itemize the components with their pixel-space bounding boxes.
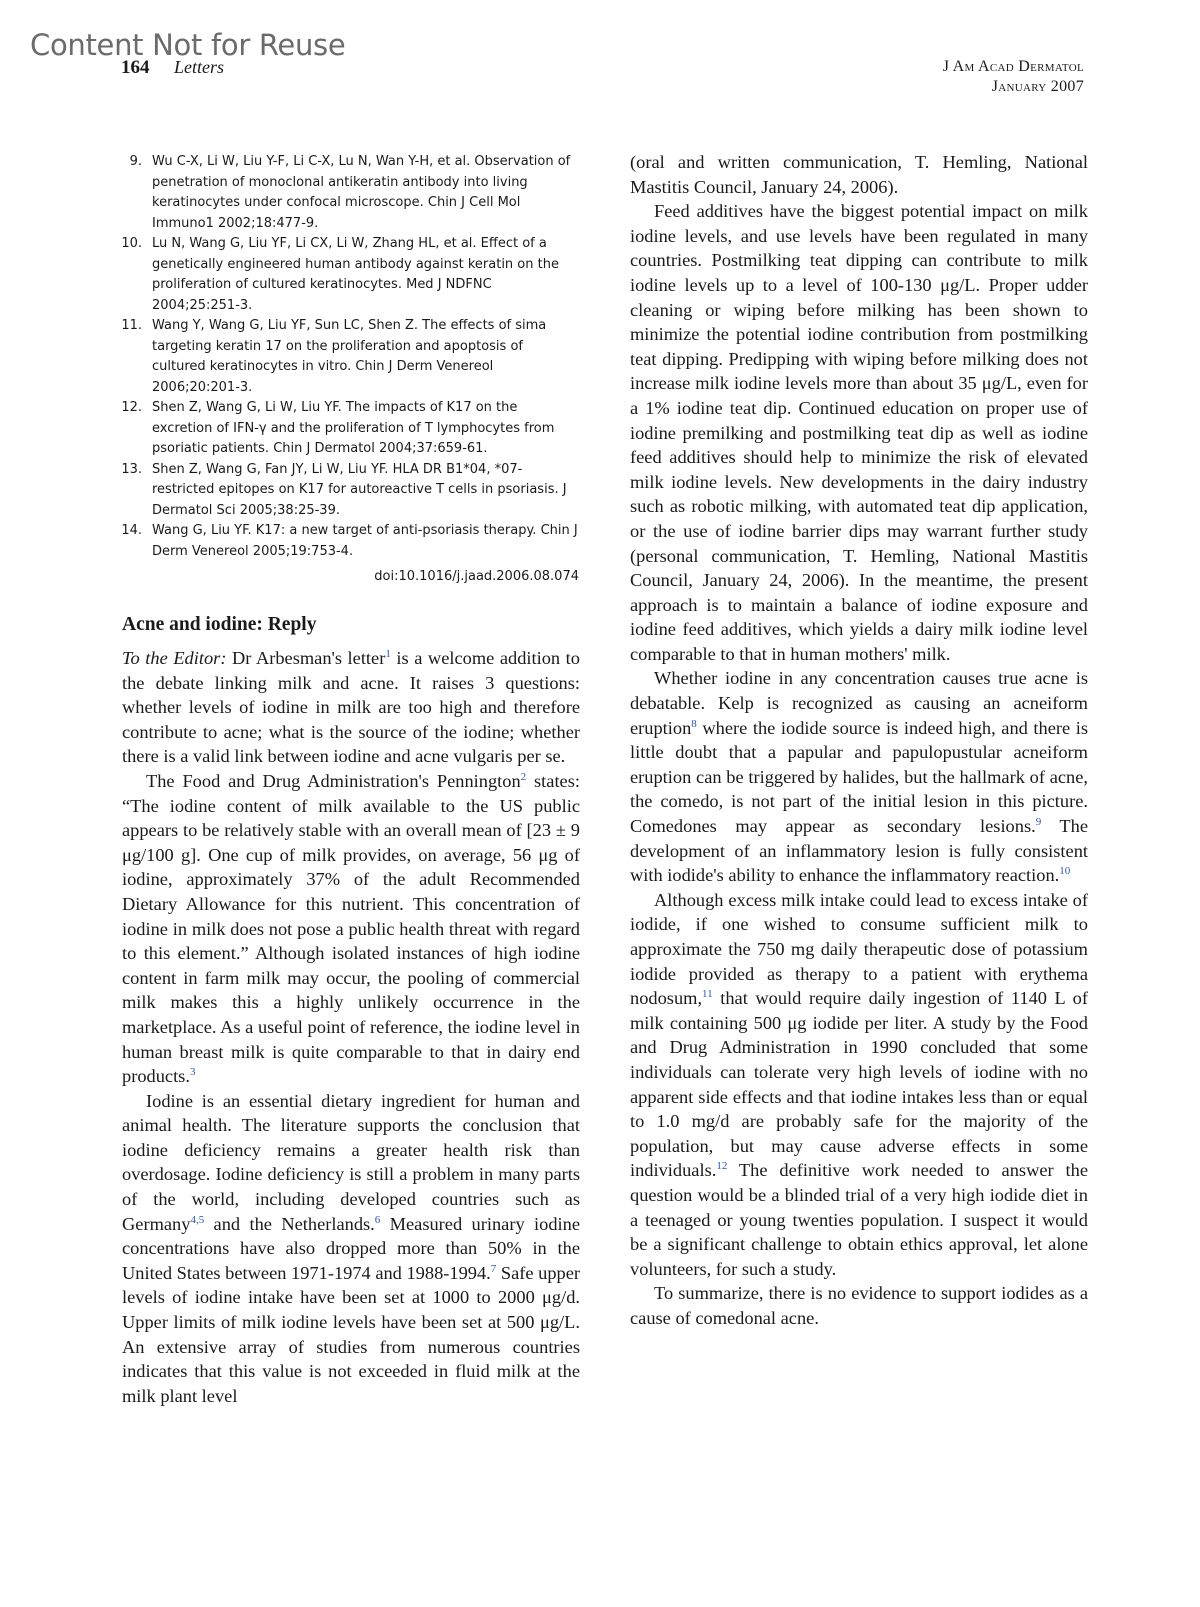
citation-link[interactable]: 6 xyxy=(374,1213,381,1226)
watermark: Content Not for Reuse xyxy=(30,28,346,62)
reference-number: 12. xyxy=(121,400,142,415)
reference-item xyxy=(121,398,579,460)
reference-text: Wang G, Liu YF. K17: a new target of anti-psoriasis therapy. Chin J Derm Venereol 2005;19:753-4. xyxy=(152,523,578,559)
body-paragraph xyxy=(122,1089,580,1409)
reference-number: 9. xyxy=(129,154,142,169)
reference-item xyxy=(121,460,579,522)
paragraph-text: Although excess milk intake could lead to excess intake of iodide, if one wished to consume sufficient milk to approximate the 750 mg daily therapeutic dose of potassium iodide provided as therapy to a patient with erythema nodosum, xyxy=(630,889,1088,1009)
citation-link[interactable]: 7 xyxy=(490,1262,497,1275)
citation-link[interactable]: 9 xyxy=(1035,816,1042,829)
paragraph-text: Measured urinary iodine concentrations have also dropped more than 50% in the United States between 1971-1974 and 1988-1994. xyxy=(122,1213,580,1283)
reference-number: 14. xyxy=(121,523,142,538)
paragraph-text: Whether iodine in any concentration causes true acne is debatable. Kelp is recognized as causing an acneiform eruption xyxy=(630,668,1088,738)
body-paragraph xyxy=(630,150,1088,199)
body-paragraph xyxy=(630,1281,1088,1330)
body-paragraph xyxy=(630,888,1088,1282)
reference-text: Shen Z, Wang G, Fan JY, Li W, Liu YF. HLA DR B1*04, *07-restricted epitopes on K17 for autoreactive T cells in psoriasis. J Dermatol Sci 2005;38:25-39. xyxy=(152,461,567,518)
left-column-body xyxy=(122,646,580,1408)
paragraph-text: The development of an inflammatory lesion is fully consistent with iodide's ability to enhance the inflammatory reaction. xyxy=(630,816,1089,886)
paragraph-text: is a welcome addition to the debate linking milk and acne. It raises 3 questions: whether levels of iodine in milk are too high and therefore contribute to acne; what is the source of the iodine; whether there is a valid link between iodine and acne vulgaris per se. xyxy=(122,648,580,767)
paragraph-text: Feed additives have the biggest potential impact on milk iodine levels, and use levels have been regulated in many countries. Postmilking teat dipping can contribute to milk iodine levels up to a level of 100-130 μg/L. Proper udder cleaning or wiping before milking has been shown to minimize the potential iodine contribution from postmilking teat dipping. Predipping with wiping before milking does not increase milk iodine levels more than about 35 μg/L, even for a 1% iodine teat dip. Continued education on proper use of iodine premilking and postmilking teat dip as well as iodine feed additives should help to minimize the risk of elevated milk iodine levels. New developments in the dairy industry such as robotic milking, with automated teat dip application, or the use of iodine barrier dips may warrant further study (personal communication, T. Hemling, National Mastitis Council, January 24, 2006). In the meantime, the present approach is to maintain a balance of iodine exposure and iodine feed additives, which yields a dairy milk iodine level comparable to that in human mothers' milk. xyxy=(630,201,1088,664)
reference-text: Shen Z, Wang G, Li W, Liu YF. The impacts of K17 on the excretion of IFN-γ and the proliferation of T lymphocytes from psoriatic patients. Chin J Dermatol 2004;37:659-61. xyxy=(152,400,555,456)
reference-number: 11. xyxy=(121,318,142,333)
reference-text: Wu C-X, Li W, Liu Y-F, Li C-X, Lu N, Wan Y-H, et al. Observation of penetration of monoclonal antikeratin antibody into living keratinocytes under confocal microscope. Chin J Cell Mol Immuno1 2002;18:477-9. xyxy=(152,154,571,231)
citation-link[interactable]: 2 xyxy=(520,770,527,783)
reference-item xyxy=(124,152,579,234)
paragraph-text: that would require daily ingestion of 1140 L of milk containing 500 μg iodide per liter. A study by the Food and Drug Administration in 1990 concluded that some individuals can tolerate very high levels of iodine with no apparent side effects and that iodine intakes less than or equal to 1.0 mg/d are probably safe for the majority of the population, but may cause adverse effects in some individuals. xyxy=(630,988,1088,1181)
reference-number: 13. xyxy=(121,461,142,477)
reference-item xyxy=(121,234,579,316)
body-paragraph xyxy=(630,666,1088,887)
paragraph-text: The Food and Drug Administration's Pennington xyxy=(146,770,521,791)
right-column-body xyxy=(630,150,1088,1331)
body-paragraph xyxy=(630,199,1088,666)
reference-list xyxy=(121,152,579,562)
paragraph-text: Dr Arbesman's letter xyxy=(226,648,386,668)
page-number: 164 xyxy=(121,57,150,78)
citation-link[interactable]: 3 xyxy=(189,1066,196,1079)
citation-link[interactable]: 11 xyxy=(702,988,713,1001)
reference-number: 10. xyxy=(121,236,142,251)
issue-date: January 2007 xyxy=(991,78,1084,95)
journal-name: J Am Acad Dermatol xyxy=(942,58,1084,75)
reference-item xyxy=(121,521,579,562)
reference-text: Lu N, Wang G, Liu YF, Li CX, Li W, Zhang HL, et al. Effect of a genetically engineered human antibody against keratin on the proliferation of cultured keratinocytes. Med J NDFNC 2004;25:251-3. xyxy=(152,236,559,313)
article-title: Acne and iodine: Reply xyxy=(122,614,317,635)
citation-link[interactable]: 10 xyxy=(1059,865,1071,878)
citation-link[interactable]: 1 xyxy=(385,648,391,660)
reference-item xyxy=(121,316,579,398)
paragraph-text: To summarize, there is no evidence to support iodides as a cause of comedonal acne. xyxy=(630,1283,1088,1328)
paragraph-text: and the Netherlands. xyxy=(204,1213,375,1234)
citation-link[interactable]: 4,5 xyxy=(190,1213,205,1226)
running-head: Letters xyxy=(174,57,225,77)
body-paragraph xyxy=(122,646,580,769)
paragraph-text: where the iodide source is indeed high, and there is little doubt that a papular and papulopustular acneiform eruption can be triggered by halides, but the hallmark of acne, the comedo, is not part of the initial lesion in this picture. Comedones may appear as secondary lesions. xyxy=(630,717,1088,837)
paragraph-text: states: “The iodine content of milk available to the US public appears to be relatively stable with an overall mean of [23 ± 9 μg/100 g]. One cup of milk provides, on average, 56 μg of iodine, approximately 37% of the adult Recommended Dietary Allowance for this nutrient. This concentration of iodine in milk does not pose a public health threat with regard to this element.” Although isolated instances of high iodine content in farm milk may occur, the pooling of commercial milk makes this a highly unlikely occurrence in the marketplace. As a useful point of reference, the iodine level in human breast milk is quite comparable to that in dairy end products. xyxy=(122,770,580,1087)
paragraph-text: The definitive work needed to answer the question would be a blinded trial of a very high iodide diet in a teenaged or young twenties population. I suspect it would be a significant challenge to obtain ethics approval, let alone volunteers, for such a study. xyxy=(630,1160,1088,1279)
paragraph-text: Iodine is an essential dietary ingredient for human and animal health. The literature supports the conclusion that iodine deficiency remains a greater health risk than overdosage. Iodine deficiency is still a problem in many parts of the world, including developed countries such as Germany xyxy=(122,1090,580,1234)
paragraph-text: Safe upper levels of iodine intake have been set at 1000 to 2000 μg/d. Upper limits of milk iodine levels have been set at 500 μg/L. An extensive array of studies from numerous countries indicates that this value is not exceeded in fluid milk at the milk plant level xyxy=(122,1262,581,1406)
doi-link[interactable]: doi:10.1016/j.jaad.2006.08.074 xyxy=(374,569,579,584)
citation-link[interactable]: 12 xyxy=(716,1160,728,1173)
salutation: To the Editor: xyxy=(122,648,227,668)
reference-text: Wang Y, Wang G, Liu YF, Sun LC, Shen Z. The effects of sima targeting keratin 17 on the proliferation and apoptosis of cultured keratinocytes in vitro. Chin J Derm Venereol 2006;20:201-3. xyxy=(152,318,547,395)
citation-link[interactable]: 8 xyxy=(691,717,697,730)
paragraph-text: (oral and written communication, T. Hemling, National Mastitis Council, January 24, 2006). xyxy=(630,152,1088,197)
body-paragraph xyxy=(122,769,580,1089)
